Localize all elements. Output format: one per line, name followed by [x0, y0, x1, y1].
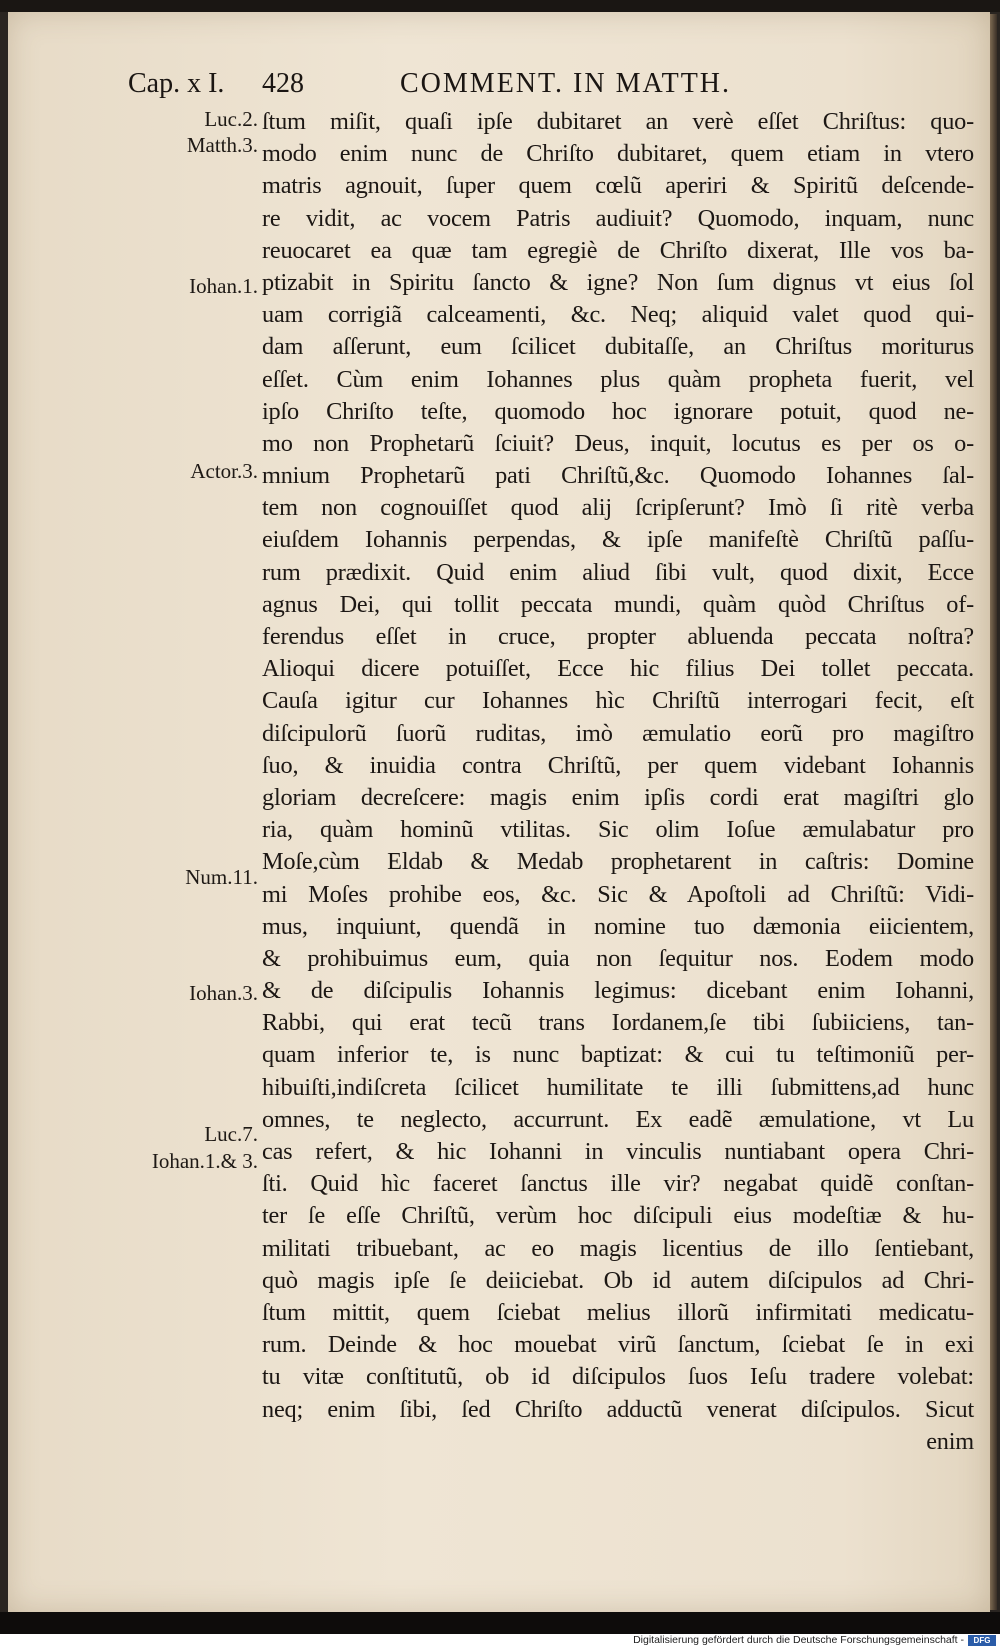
text-line: quò magis ipſe ſe deiiciebat. Ob id autem diſcipulos ad Chri- — [262, 1266, 974, 1294]
body-text — [262, 106, 974, 1458]
text-line: re vidit, ac vocem Patris audiuit? Quomodo, inquam, nunc — [262, 204, 974, 232]
text-line: rum prædixit. Quid enim aliud ſibi vult, quod dixit, Ecce — [262, 558, 974, 586]
text-line: rum. Deinde & hoc mouebat virũ ſanctum, ſciebat ſe in exi — [262, 1331, 974, 1359]
text-line: agnus Dei, qui tollit peccata mundi, quàm quòd Chriſtus of- — [262, 590, 974, 618]
text-line: ferendus eſſet in cruce, propter abluenda peccata noſtra? — [262, 623, 974, 650]
text-line: Moſe,cùm Eldab & Medab prophetarent in caſtris: Domine — [262, 848, 974, 876]
margin-note-actor-3: Actor.3. — [190, 459, 258, 483]
text-line: mi Moſes prohibe eos, &c. Sic & Apoſtoli ad Chriſtũ: Vidi- — [262, 880, 974, 908]
margin-note-num-11: Num.11. — [185, 865, 258, 889]
text-line: neq; enim ſibi, ſed Chriſto adductũ venerat diſcipulos. Sicut — [262, 1395, 974, 1423]
dfg-logo: DFG — [968, 1635, 996, 1646]
text-line: & prohibuimus eum, quia non ſequitur nos. Eodem modo — [262, 944, 974, 972]
margin-note-luc-2: Luc.2. — [204, 107, 258, 131]
text-line: militati tribuebant, ac eo magis licentius de illo ſentiebant, — [262, 1234, 974, 1262]
text-line: hibuiſti,indiſcreta ſcilicet humilitate te illi ſubmittens,ad hunc — [262, 1073, 974, 1101]
text-line: ipſo Chriſto teſte, quomodo hoc ignorare potuit, quod ne- — [262, 397, 974, 425]
text-line: ter ſe eſſe Chriſtũ, verùm hoc diſcipuli eius modeſtiæ & hu- — [262, 1202, 974, 1230]
text-line: ſti. Quid hìc faceret ſanctus ille vir? negabat quidẽ conſtan- — [262, 1170, 974, 1198]
text-line: ptizabit in Spiritu ſancto & igne? Non ſum dignus vt eius ſol — [262, 268, 974, 296]
margin-note-iohan-1-3: Iohan.1.& 3. — [151, 1149, 258, 1173]
page-number: 428 — [262, 68, 304, 99]
text-line: uam corrigiã calceamenti, &c. Neq; aliquid valet quod qui- — [262, 301, 974, 329]
text-line: mnium Prophetarũ pati Chriſtũ,&c. Quomodo Iohannes ſal- — [262, 462, 974, 490]
text-line: ſtum miſit, quaſi ipſe dubitaret an verè eſſet Chriſtus: quo- — [262, 108, 974, 135]
margin-note-matth-3: Matth.3. — [186, 133, 258, 157]
funding-credit: Digitalisierung gefördert durch die Deutsche Forschungsgemeinschaft - — [633, 1634, 964, 1646]
text-line: omnes, te neglecto, accurrunt. Ex eadẽ æmulatione, vt Lu — [262, 1105, 974, 1133]
text-line: eſſet. Cùm enim Iohannes plus quàm propheta fuerit, vel — [262, 365, 974, 393]
digitization-footer — [0, 1634, 1000, 1647]
text-line: mo non Prophetarũ ſciuit? Deus, inquit, locutus es per os o- — [262, 429, 974, 457]
text-line: ſuo, & inuidia contra Chriſtũ, per quem videbant Iohannis — [262, 751, 974, 779]
running-title: COMMENT. IN MATTH. — [400, 68, 732, 99]
text-line: reuocaret ea quæ tam egregiè de Chriſto dixerat, Ille vos ba- — [262, 236, 974, 264]
scan-bottom-border — [0, 1612, 1000, 1634]
margin-note-iohan-3: Iohan.3. — [189, 981, 258, 1005]
chapter-label: Cap. x I. — [128, 68, 225, 99]
text-line: & de diſcipulis Iohannis legimus: dicebant enim Iohanni, — [262, 977, 974, 1005]
text-line: ria, quàm hominũ vtilitas. Sic olim Ioſue æmulabatur pro — [262, 816, 974, 844]
text-line: cas refert, & hic Iohanni in vinculis nuntiabant opera Chri- — [262, 1138, 974, 1165]
text-line: Rabbi, qui erat tecũ trans Iordanem,ſe tibi ſubiiciens, tan- — [262, 1009, 974, 1037]
page-header — [8, 68, 990, 108]
text-line: quam inferior te, is nunc baptizat: & cui tu teſtimoniũ per- — [262, 1041, 974, 1069]
text-line: Cauſa igitur cur Iohannes hìc Chriſtũ interrogari fecit, eſt — [262, 687, 974, 715]
text-line: modo enim nunc de Chriſto dubitaret, quem etiam in vtero — [262, 140, 974, 168]
text-line: matris agnouit, ſuper quem cœlũ aperiri & Spiritũ deſcende- — [262, 172, 974, 200]
text-line: eiuſdem Iohannis perpendas, & ipſe manifeſtè Chriſtũ paſſu- — [262, 526, 974, 554]
text-line: dam aſſerunt, eum ſcilicet dubitaſſe, an Chriſtus moriturus — [262, 333, 974, 361]
text-line: mus, inquiunt, quendã in nomine tuo dæmonia eiicientem, — [262, 912, 974, 940]
text-line: diſcipulorũ ſuorũ ruditas, imò æmulatio eorũ pro magiſtro — [262, 719, 974, 747]
text-line: Alioqui dicere potuiſſet, Ecce hic filius Dei tollet peccata. — [262, 655, 974, 683]
catchword: enim — [926, 1427, 974, 1455]
book-page — [8, 12, 990, 1612]
text-line: gloriam decreſcere: magis enim ipſis cordi erat magiſtri glo — [262, 783, 974, 811]
scan-top-border — [0, 0, 1000, 12]
margin-note-iohan-1: Iohan.1. — [189, 274, 258, 298]
margin-note-luc-7: Luc.7. — [204, 1122, 258, 1146]
text-line: tu vitæ conſtitutũ, ob id diſcipulos ſuos Ieſu tradere volebat: — [262, 1363, 974, 1391]
text-line: ſtum mittit, quem ſciebat melius illorũ infirmitati medicatu- — [262, 1298, 974, 1326]
text-line: tem non cognouiſſet quod alij ſcripſerunt? Imò ſi ritè verba — [262, 494, 974, 522]
